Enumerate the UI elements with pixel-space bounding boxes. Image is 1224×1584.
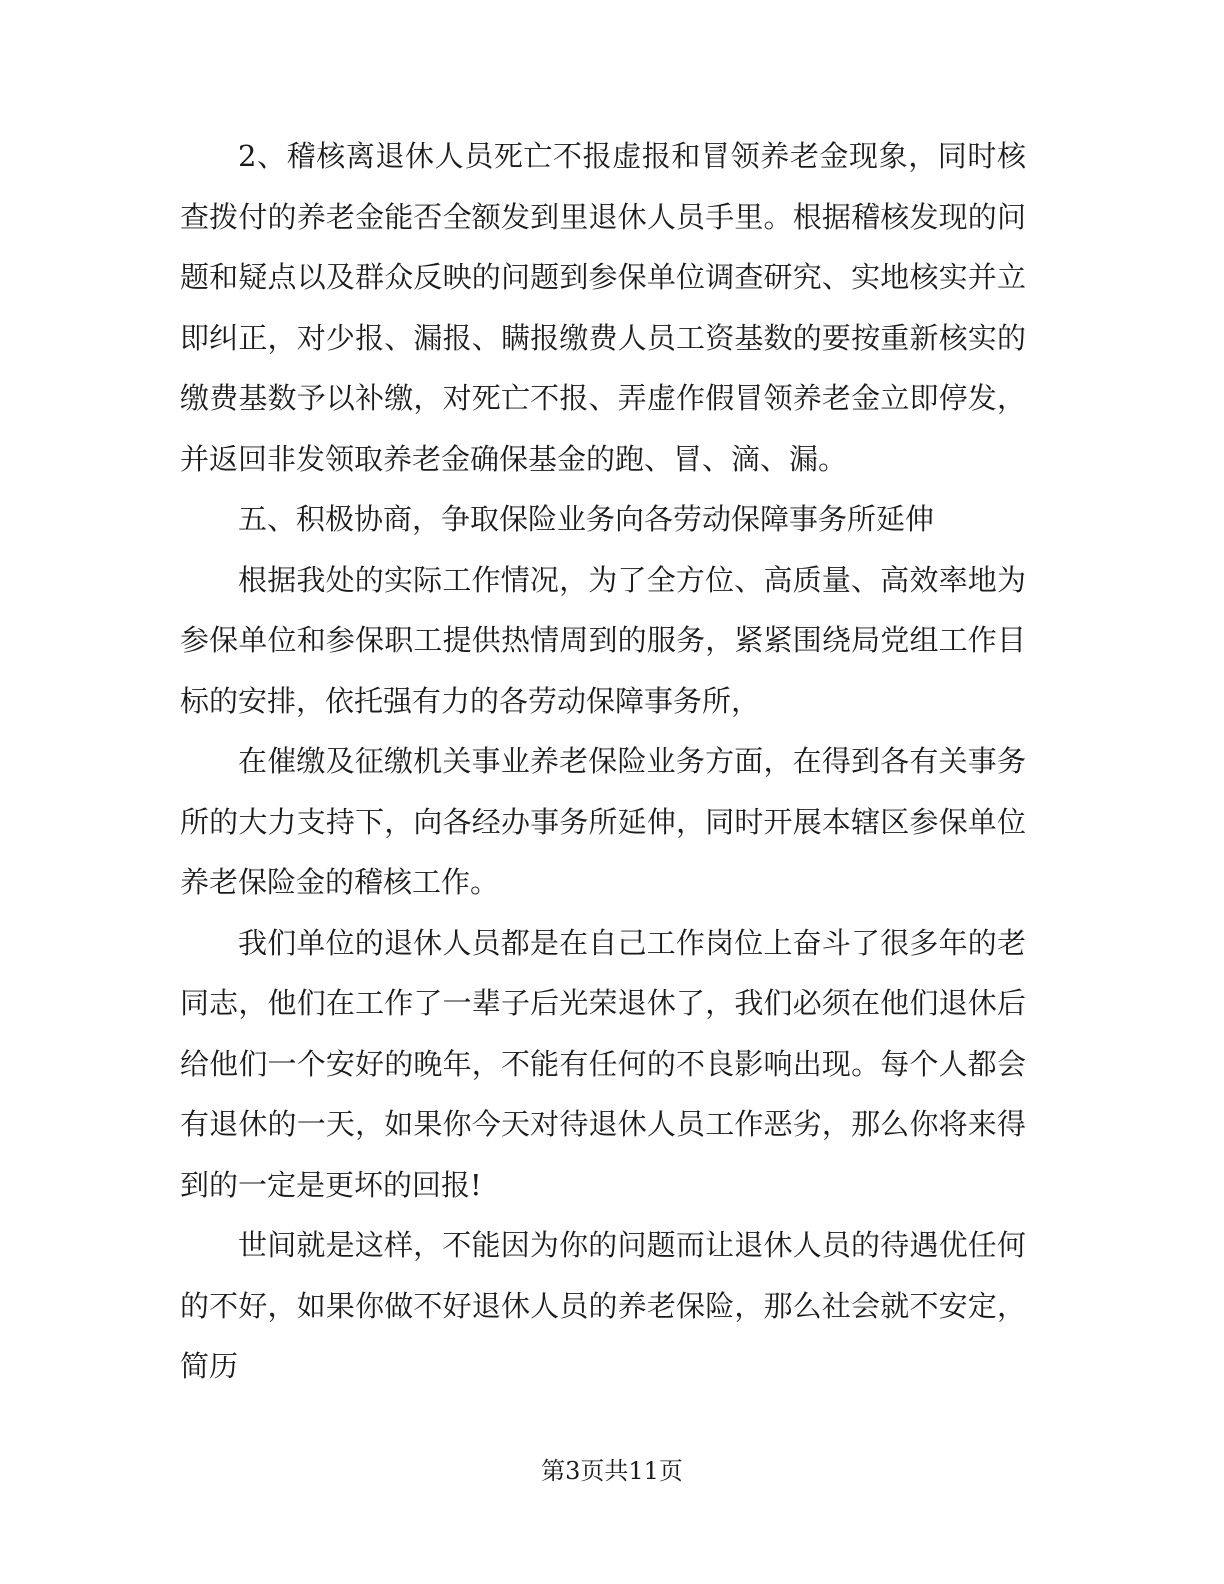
paragraph: 世间就是这样，不能因为你的问题而让退休人员的待遇优任何的不好，如果你做不好退休人员的养老保险，那么社会就不安定，简历 — [180, 1228, 1026, 1383]
paragraph: 我们单位的退休人员都是在自己工作岗位上奋斗了很多年的老同志，他们在工作了一辈子后光荣退休了，我们必须在他们退休后给他们一个安好的晚年，不能有任何的不良影响出现。每个人都会有退休的一天，如果你今天对待退休人员工作恶劣，那么你将来得到的一定是更坏的回报! — [180, 925, 1026, 1202]
document-body — [180, 126, 1026, 1397]
page-number-footer: 第3页共11页 — [541, 1457, 683, 1485]
paragraph: 在催缴及征缴机关事业养老保险业务方面，在得到各有关事务所的大力支持下，向各经办事务所延伸，同时开展本辖区参保单位养老保险金的稽核工作。 — [180, 744, 1026, 899]
paragraph: 2、稽核离退休人员死亡不报虚报和冒领养老金现象，同时核查拨付的养老金能否全额发到里退休人员手里。根据稽核发现的问题和疑点以及群众反映的问题到参保单位调查研究、实地核实并立即纠正，对少报、漏报、瞒报缴费人员工资基数的要按重新核实的缴费基数予以补缴，对死亡不报、弄虚作假冒领养老金立即停发，并返回非发领取养老金确保基金的跑、冒、滴、漏。 — [180, 139, 1026, 476]
paragraph: 根据我处的实际工作情况，为了全方位、高质量、高效率地为参保单位和参保职工提供热情周到的服务，紧紧围绕局党组工作目标的安排，依托强有力的各劳动保障事务所， — [180, 562, 1026, 718]
section-heading: 五、积极协商，争取保险业务向各劳动保障事务所延伸 — [238, 502, 935, 536]
